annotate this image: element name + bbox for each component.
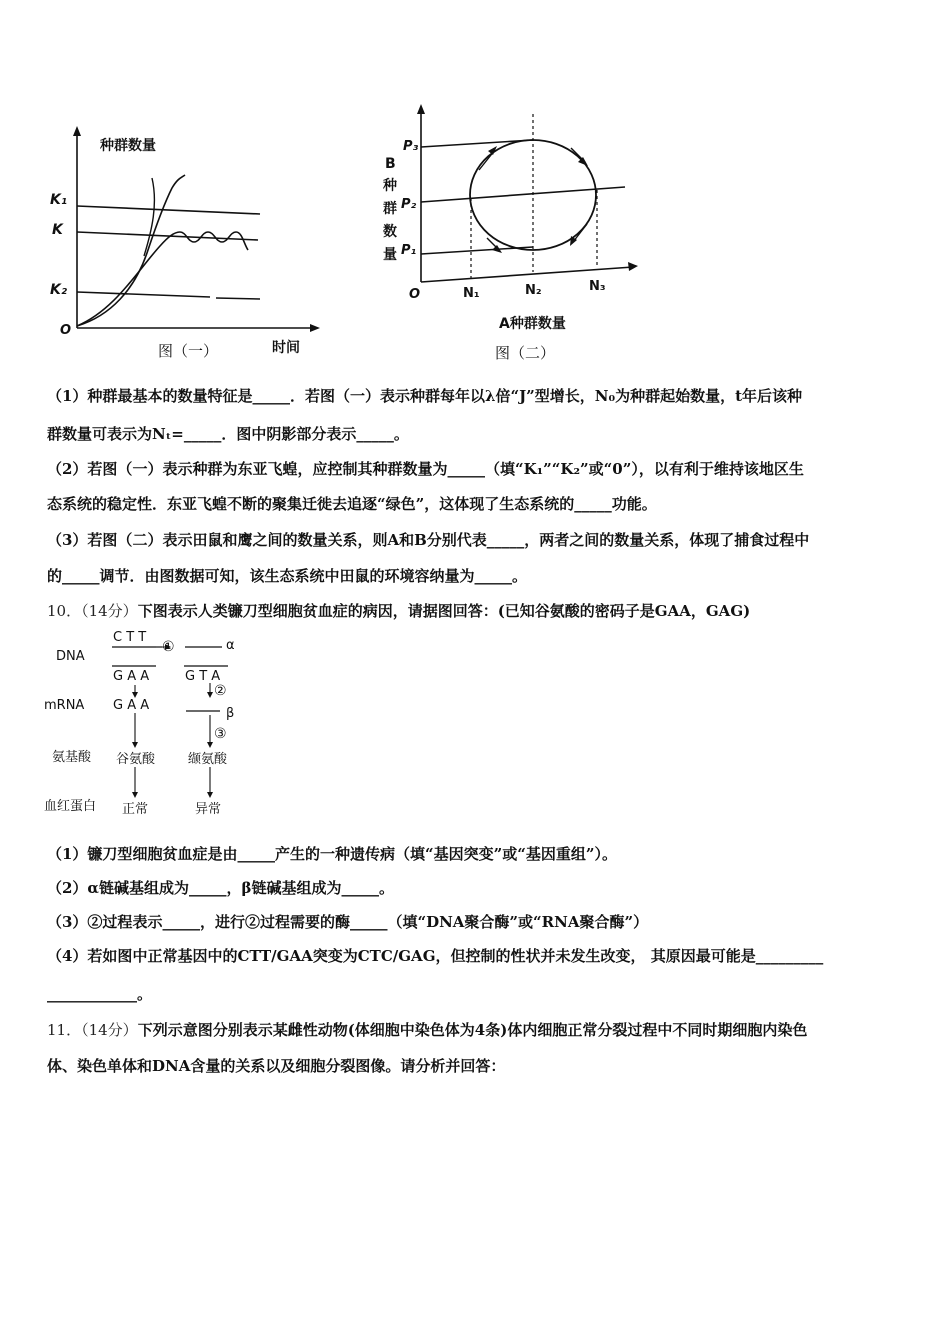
- q10-line-1: （1）镰刀型细胞贫血症是由_____产生的一种遗传病（填“基因突变”或“基因重组”）。: [47, 845, 617, 863]
- figure-two-y-arrow: [417, 104, 425, 114]
- dna-top-left: C T T: [113, 630, 147, 645]
- n1-label: N₁: [463, 286, 480, 301]
- right-arrow-2-head: [207, 692, 213, 698]
- row-label-dna: DNA: [56, 649, 85, 664]
- q9-line-6: 的_____调节．由图数据可知，该生态系统中田鼠的环境容纳量为_____。: [47, 567, 528, 585]
- q10-line-4: （4）若如图中正常基因中的CTT/GAA突变为CTC/GAG，但控制的性状并未发生改变， 其原因最可能是_________: [47, 947, 824, 965]
- b-axis-label-2: 群: [383, 201, 397, 217]
- b-axis-label-3: 数: [383, 224, 397, 240]
- amino-left: 谷氨酸: [116, 752, 156, 767]
- figure-two: [375, 100, 650, 370]
- q11-line-1: 下列示意图分别表示某雌性动物(体细胞中染色体为4条)体内细胞正常分裂过程中不同时期细胞内染色: [137, 1021, 808, 1039]
- q10-heading: [47, 600, 750, 621]
- left-arrow-3-head: [132, 792, 138, 798]
- row-label-protein: 血红蛋白: [44, 799, 97, 814]
- q11-line-2: 体、染色单体和DNA含量的关系以及细胞分裂图像。请分析并回答：: [47, 1057, 506, 1075]
- row-label-mrna: mRNA: [44, 698, 85, 713]
- q11-heading: [47, 1019, 807, 1040]
- j-curve: [77, 175, 185, 326]
- figure-one: [40, 120, 330, 370]
- k2-label: K₂: [50, 282, 67, 298]
- q10-line-5: ____________。: [47, 985, 153, 1003]
- b-axis-label-1: 种: [383, 178, 397, 194]
- figure-two-x-label: A种群数量: [499, 316, 566, 332]
- k1-label: K₁: [50, 192, 67, 208]
- left-arrow-2-head: [132, 742, 138, 748]
- s-curve: [77, 232, 248, 326]
- b-axis-label-0: B: [385, 156, 396, 172]
- dna-bottom-left: G A A: [113, 669, 150, 684]
- p2-label: P₂: [401, 197, 417, 212]
- beta-label: β: [226, 706, 235, 721]
- q9-line-4: 态系统的稳定性．东亚飞蝗不断的聚集迁徙去追逐“绿色”，这体现了生态系统的_____功能。: [47, 495, 657, 513]
- protein-right: 异常: [195, 802, 222, 817]
- p3-label: P₃: [403, 139, 419, 154]
- n2-label: N₂: [525, 283, 542, 298]
- b-axis-label-4: 量: [383, 247, 397, 263]
- figure-one-x-arrow: [310, 324, 320, 332]
- figure-one-y-arrow: [73, 126, 81, 136]
- right-arrow-3-head: [207, 742, 213, 748]
- q10-number: 10．（14分）: [47, 602, 138, 620]
- figure-three-dna-diagram: [40, 625, 300, 825]
- step1-label: ①: [162, 639, 175, 655]
- figure-two-x-arrow: [628, 262, 638, 271]
- step3-label: ③: [214, 726, 227, 742]
- p2-line: [421, 187, 625, 202]
- q9-line-3: （2）若图（一）表示种群为东亚飞蝗，应控制其种群数量为_____（填“K₁”“K₂”或“0”），以有利于维持该地区生: [47, 460, 804, 478]
- figure-two-origin: O: [409, 287, 421, 302]
- q9-line-5: （3）若图（二）表示田鼠和鹰之间的数量关系，则A和B分别代表_____，两者之间的数量关系，体现了捕食过程中: [47, 531, 810, 549]
- figure-one-origin: O: [60, 323, 72, 338]
- dna-bottom-right: G T A: [185, 669, 221, 684]
- q9-line-2: 群数量可表示为Nₜ=_____．图中阴影部分表示_____。: [47, 425, 409, 443]
- q10-text: 下图表示人类镰刀型细胞贫血症的病因，请据图回答：(已知谷氨酸的密码子是GAA，GAG): [137, 602, 751, 620]
- n3-label: N₃: [589, 279, 606, 294]
- figure-one-caption: 图（一）: [158, 342, 219, 360]
- alpha-label: α: [226, 638, 235, 653]
- step2-label: ②: [214, 683, 227, 699]
- k2-line-tail: [216, 298, 260, 299]
- k1-line: [77, 206, 260, 214]
- right-arrow-4-head: [207, 792, 213, 798]
- amino-right: 缬氨酸: [188, 752, 228, 767]
- k2-line: [77, 292, 210, 297]
- mrna-left: G A A: [113, 698, 150, 713]
- q11-number: 11．（14分）: [47, 1021, 138, 1039]
- p1-label: P₁: [401, 243, 417, 258]
- q9-line-1: （1）种群最基本的数量特征是_____．若图（一）表示种群每年以λ倍“J”型增长，N₀为种群起始数量，t年后该种: [47, 387, 803, 405]
- figure-one-y-label: 种群数量: [100, 138, 156, 154]
- q10-line-3: （3）②过程表示_____，进行②过程需要的酶_____（填“DNA聚合酶”或“RNA聚合酶”）: [47, 913, 649, 931]
- k-label: K: [52, 222, 63, 238]
- row-label-amino: 氨基酸: [52, 750, 92, 765]
- figure-one-x-label: 时间: [272, 340, 300, 356]
- q10-line-2: （2）α链碱基组成为_____，β链碱基组成为_____。: [47, 879, 394, 897]
- protein-left: 正常: [122, 802, 149, 817]
- figure-two-caption: 图（二）: [495, 344, 556, 362]
